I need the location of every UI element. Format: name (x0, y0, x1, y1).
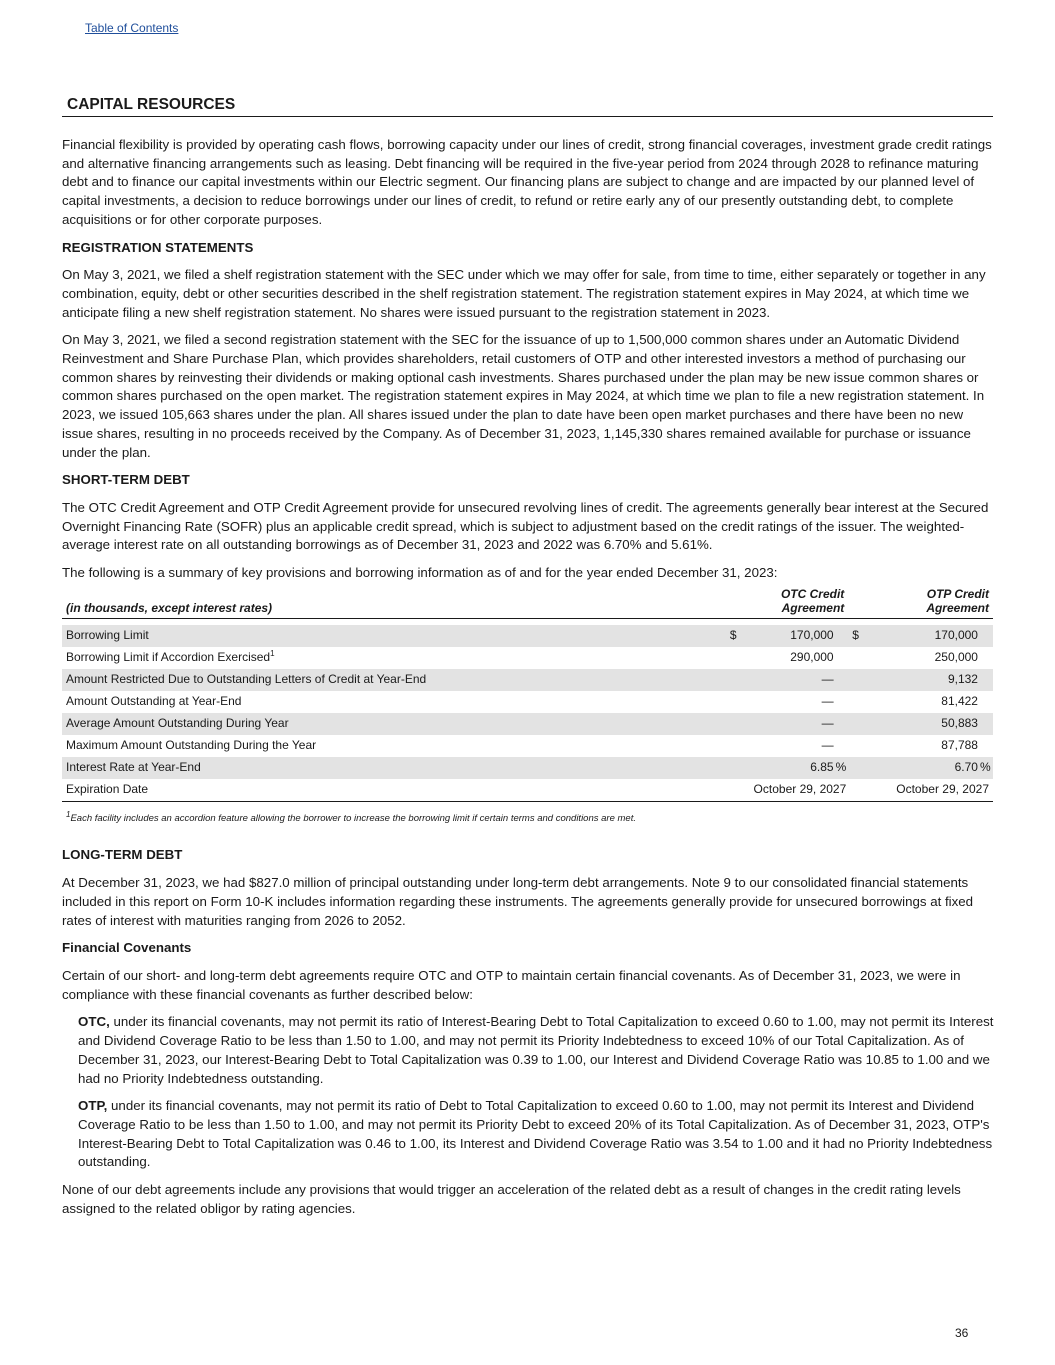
table-label-header: (in thousands, except interest rates) (62, 587, 724, 619)
otc-covenant-paragraph: OTC, under its financial covenants, may not permit its ratio of Interest-Bearing Debt to Total Capitalization to exceed 0.60 to 1.00, may not permit its Interest and Dividend Coverage Ratio to be less than 1.50 to 1.00, and may not permit its Priority Indebtedness to exceed 10% of our Total Capitalization. As of December 31, 2023, our Interest-Bearing Debt to Total Capitalization was 0.39 to 1.00, our Interest and Dividend Coverage Ratio was 10.85 to 1.00 and we had no Priority Indebtedness outstanding. (78, 1014, 994, 1086)
otp-suffix: % (978, 757, 993, 779)
table-row (62, 735, 993, 757)
table-row (62, 779, 993, 802)
otc-suffix (834, 713, 847, 735)
currency-symbol (724, 757, 744, 779)
short-term-paragraph-1: The OTC Credit Agreement and OTP Credit Agreement provide for unsecured revolving lines of credit. The agreements generally bear interest at the Secured Overnight Financing Rate (SOFR) plus an applicable credit spread, which is subject to adjustment based on the credit ratings of the issuer. The weighted-average interest rate on all outstanding borrowings as of December 31, 2023 and 2022 was 6.70% and 5.61%. (62, 499, 989, 553)
covenants-paragraph: Certain of our short- and long-term debt agreements require OTC and OTP to maintain certain financial covenants. As of December 31, 2023, we were in compliance with these financial covenants as further described below: (62, 967, 961, 1002)
table-row (62, 669, 993, 691)
otc-suffix (834, 625, 847, 647)
otc-value: — (744, 713, 834, 735)
otc-suffix: % (834, 757, 847, 779)
otp-suffix (978, 669, 993, 691)
otc-value: — (821, 694, 834, 709)
row-label: Maximum Amount Outstanding During the Year (66, 738, 317, 753)
section-title: CAPITAL RESOURCES (62, 96, 993, 117)
otp-suffix (978, 713, 993, 735)
row-label: Borrowing Limit (62, 625, 724, 647)
intro-paragraph: Financial flexibility is provided by operating cash flows, borrowing capacity under our lines of credit, strong financial coverages, investment grade credit ratings and alternative financing arrangements such as leasing. Debt financing will be required in the five-year period from 2024 through 2028 to refinance maturing debt and to finance our capital investments within our Electric segment. Our financing plans are subject to change and are impacted by our planned level of capital investments, a decision to reduce borrowings under our lines of credit, to refund or retire early any of our presently outstanding debt, to complete acquisitions or for other corporate purposes. (62, 137, 992, 227)
otc-value: 6.85 (744, 757, 834, 779)
otc-value: October 29, 2027 (744, 779, 847, 802)
otc-value: 170,000 (744, 625, 834, 647)
otp-suffix (978, 647, 993, 669)
currency-symbol (846, 669, 866, 691)
otp-value: 87,788 (941, 738, 978, 753)
otp-value: 170,000 (866, 625, 978, 647)
closing-paragraph: None of our debt agreements include any provisions that would trigger an acceleration of the related debt as a result of changes in the credit rating levels assigned to the related obligor by rating agencies. (62, 1182, 961, 1216)
row-label: Borrowing Limit if Accordion Exercised$^1$ (66, 649, 275, 665)
currency-symbol (846, 779, 866, 802)
table-row (62, 713, 993, 735)
otp-suffix (978, 691, 993, 713)
currency-symbol (724, 779, 744, 802)
row-label: Amount Outstanding at Year-End (66, 694, 242, 709)
table-row (62, 691, 993, 713)
row-label: Expiration Date (62, 779, 724, 802)
otp-value: 50,883 (866, 713, 978, 735)
currency-symbol (846, 757, 866, 779)
otp-value: 9,132 (866, 669, 978, 691)
currency-symbol (724, 713, 744, 735)
long-term-heading: LONG-TERM DEBT (62, 847, 183, 863)
currency-symbol (724, 691, 744, 713)
registration-heading: REGISTRATION STATEMENTS (62, 239, 254, 255)
otc-suffix (834, 669, 847, 691)
currency-symbol (846, 713, 866, 735)
table-header-row (62, 587, 993, 619)
long-term-paragraph: At December 31, 2023, we had $827.0 million of principal outstanding under long-term debt arrangements. Note 9 to our consolidated financial statements included in this report on Form 10-K includes information regarding these instruments. The agreements generally provide for unsecured borrowings at fixed rates of interest with maturities ranging from 2026 to 2052. (62, 875, 974, 928)
credit-agreement-table (62, 587, 993, 802)
otc-suffix (834, 647, 847, 669)
table-row (62, 647, 993, 669)
otp-value: 250,000 (934, 650, 978, 665)
otp-covenant-paragraph: OTP, under its financial covenants, may not permit its ratio of Debt to Total Capitalization to exceed 0.60 to 1.00, may not permit its Interest and Dividend Coverage Ratio to be less than 1.50 to 1.00, and may not permit its Priority Debt to exceed 20% of its Total Capitalization. As of December 31, 2023, OTP's Interest-Bearing Debt to Total Capitalization was 0.46 to 1.00, its Interest and Dividend Coverage Ratio was 3.54 to 1.00 and it had no Priority Indebtedness outstanding. (78, 1098, 993, 1170)
otp-value: October 29, 2027 (866, 779, 993, 802)
currency-symbol (846, 647, 866, 669)
row-label: Interest Rate at Year-End (62, 757, 724, 779)
row-label: Average Amount Outstanding During Year (62, 713, 724, 735)
otc-value: — (821, 738, 834, 753)
currency-symbol (846, 691, 866, 713)
otc-value: — (744, 669, 834, 691)
currency-symbol: $ (846, 625, 866, 647)
document-body (62, 136, 994, 1227)
currency-symbol: $ (724, 625, 744, 647)
registration-paragraph-2: On May 3, 2021, we filed a second registration statement with the SEC for the issuance of up to 1,500,000 common shares under an Automatic Dividend Reinvestment and Share Purchase Plan, which provides shareholders, retail customers of OTP and other interested investors a method of purchasing our common shares by reinvesting their dividends or making optional cash investments. Shares purchased under the plan may be new issue common shares or common shares purchased on the open market. The registration statement expires in May 2024, at which time we plan to file a new registration statement. In 2023, we issued 105,663 shares under the plan. All shares issued under the plan to date have been open market purchases and there have been no new issue shares, resulting in no proceeds received by the Company. As of December 31, 2023, 1,145,330 shares remained available for purchase or issuance under the plan. (62, 332, 985, 460)
page-number: 36 (955, 1326, 969, 1340)
table-row (62, 757, 993, 779)
otp-suffix (978, 735, 993, 757)
currency-symbol (724, 669, 744, 691)
row-label: Amount Restricted Due to Outstanding Letters of Credit at Year-End (62, 669, 724, 691)
table-of-contents-link[interactable]: Table of Contents (85, 21, 179, 35)
currency-symbol (846, 735, 866, 757)
registration-paragraph-1: On May 3, 2021, we filed a shelf registration statement with the SEC under which we may offer for sale, from time to time, either separately or together in any combination, equity, debt or other securities described in the shelf registration statement. The registration statement expires in May 2024, at which time we anticipate filing a new shelf registration statement. No shares were issued pursuant to the registration statement in 2023. (62, 267, 986, 320)
short-term-heading: SHORT-TERM DEBT (62, 472, 190, 488)
covenants-heading: Financial Covenants (62, 940, 192, 956)
currency-symbol (724, 647, 744, 669)
otp-suffix (978, 625, 993, 647)
otc-column-header: OTC Credit Agreement (724, 587, 846, 619)
footnote-marker: 1 (270, 649, 275, 659)
otc-suffix (834, 735, 847, 757)
currency-symbol (724, 735, 744, 757)
table-footnote: $^1$Each facility includes an accordion feature allowing the borrower to increase the borrowing limit if certain terms and conditions are met. (66, 809, 636, 824)
otc-suffix (834, 691, 847, 713)
otp-value: 81,422 (941, 694, 978, 709)
otc-value: 290,000 (790, 650, 834, 665)
otp-column-header: OTP Credit Agreement (846, 587, 993, 619)
otp-value: 6.70 (866, 757, 978, 779)
short-term-paragraph-2: The following is a summary of key provisions and borrowing information as of and for the year ended December 31, 2023: (62, 565, 778, 581)
table-row (62, 625, 993, 647)
